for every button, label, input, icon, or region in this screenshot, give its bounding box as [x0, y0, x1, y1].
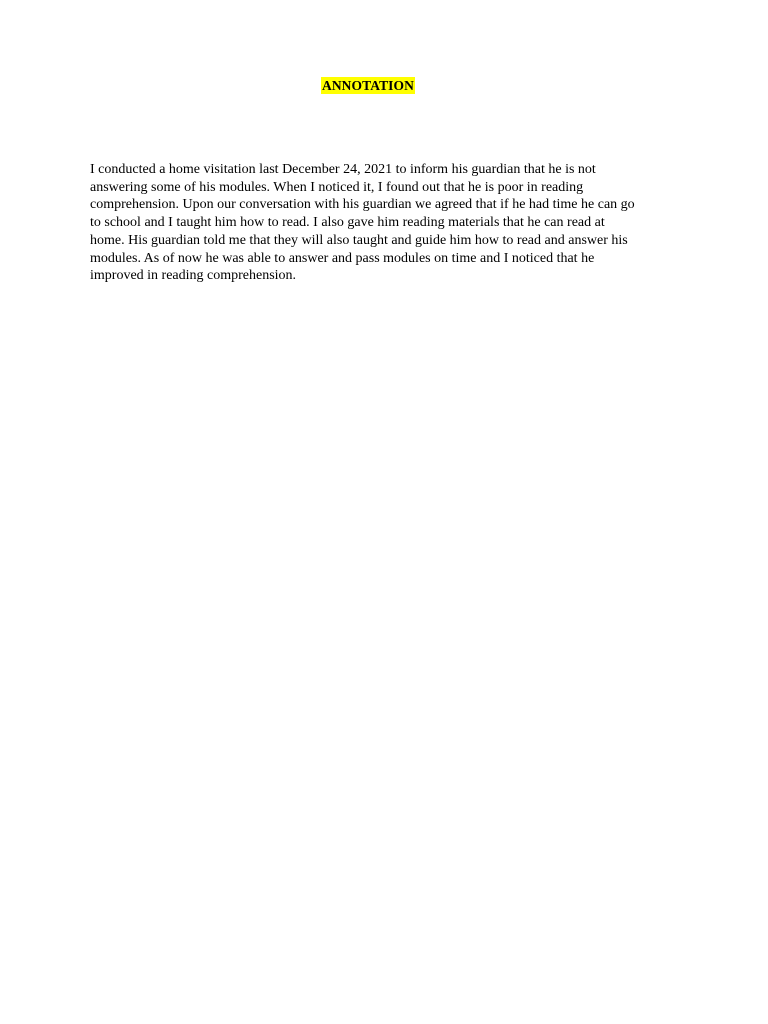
annotation-paragraph	[90, 161, 686, 285]
title-container	[0, 77, 736, 95]
paragraph-line: to school and I taught him how to read. I also gave him reading materials that he can read at	[90, 215, 605, 231]
paragraph-line: improved in reading comprehension.	[90, 268, 297, 284]
paragraph-line: I conducted a home visitation last December 24, 2021 to inform his guardian that he is not	[90, 162, 596, 177]
paragraph-line: comprehension. Upon our conversation with his guardian we agreed that if he had time he can go	[90, 197, 635, 213]
paragraph-line: home. His guardian told me that they will also taught and guide him how to read and answer his	[90, 232, 628, 248]
paragraph-line: modules. As of now he was able to answer and pass modules on time and I noticed that he	[90, 250, 595, 266]
paragraph-line: answering some of his modules. When I noticed it, I found out that he is poor in reading	[90, 179, 584, 195]
document-title: ANNOTATION	[321, 78, 414, 93]
